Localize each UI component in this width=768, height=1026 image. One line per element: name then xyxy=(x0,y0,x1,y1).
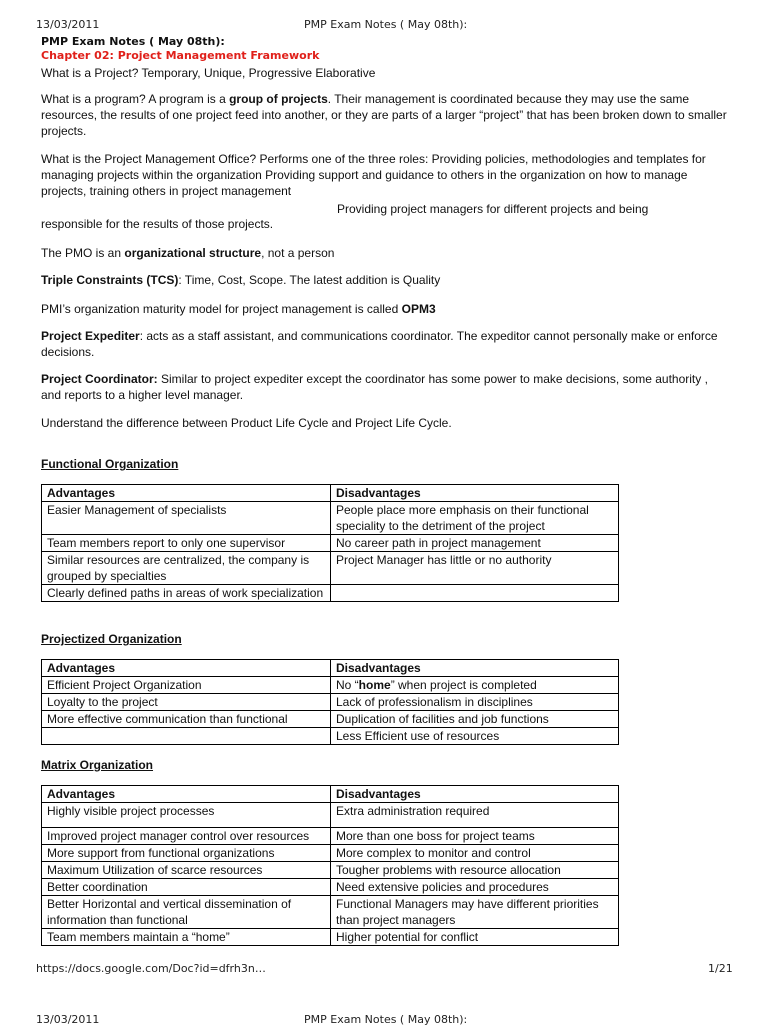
disadvantage-cell: People place more emphasis on their functional speciality to the detriment of the project xyxy=(331,502,619,535)
advantage-cell: Clearly defined paths in areas of work specialization xyxy=(42,585,331,602)
disadvantage-cell xyxy=(331,677,619,694)
expediter-text: : acts as a staff assistant, and communications coordinator. The expeditor cannot personally make or enforce decisions. xyxy=(41,329,718,359)
disadvantage-cell: Need extensive policies and procedures xyxy=(331,879,619,896)
table-row xyxy=(42,694,619,711)
advantage-cell: Highly visible project processes xyxy=(42,803,331,828)
program-text-pre: What is a program? A program is a xyxy=(41,92,230,106)
table-row xyxy=(42,896,619,929)
document-title: PMP Exam Notes ( May 08th): xyxy=(41,35,225,48)
disadvantage-cell: Higher potential for conflict xyxy=(331,929,619,946)
advantage-cell: Loyalty to the project xyxy=(42,694,331,711)
disadvantage-cell: Project Manager has little or no authority xyxy=(331,552,619,585)
cell-text-bold: home xyxy=(358,678,391,692)
program-text-post: . Their management is coordinated because they may use the same resources, the results of one project feed into another, or they are parts of a larger “project” that has been broken down to smaller projects. xyxy=(41,92,727,138)
expediter-paragraph xyxy=(41,328,731,360)
functional-heading: Functional Organization xyxy=(41,457,179,471)
disadvantage-cell: Lack of professionalism in disciplines xyxy=(331,694,619,711)
table-row xyxy=(42,585,619,602)
print-title: PMP Exam Notes ( May 08th): xyxy=(304,18,468,31)
advantages-header: Advantages xyxy=(42,660,331,677)
advantage-cell: Similar resources are centralized, the company is grouped by specialties xyxy=(42,552,331,585)
disadvantage-cell: Tougher problems with resource allocation xyxy=(331,862,619,879)
advantages-header: Advantages xyxy=(42,485,331,502)
program-paragraph xyxy=(41,91,731,139)
advantage-cell: Better coordination xyxy=(42,879,331,896)
projectized-heading: Projectized Organization xyxy=(41,632,182,646)
pmo-structure-bold: organizational structure xyxy=(124,246,262,260)
table-header-row xyxy=(42,786,619,803)
coordinator-bold: Project Coordinator: xyxy=(41,372,158,386)
advantage-cell: Better Horizontal and vertical dissemination of information than functional xyxy=(42,896,331,929)
tcs-bold-1: Triple Constraints ( xyxy=(41,273,151,287)
table-row xyxy=(42,879,619,896)
advantage-cell: Efficient Project Organization xyxy=(42,677,331,694)
lifecycle-line: Understand the difference between Product Life Cycle and Project Life Cycle. xyxy=(41,416,452,430)
advantage-cell: Easier Management of specialists xyxy=(42,502,331,535)
advantage-cell: More effective communication than functional xyxy=(42,711,331,728)
disadvantages-header: Disadvantages xyxy=(331,485,619,502)
chapter-title: Chapter 02: Project Management Framework xyxy=(41,49,320,62)
program-bold: group of projects xyxy=(229,92,328,106)
table-row xyxy=(42,862,619,879)
table-row xyxy=(42,845,619,862)
projectized-table xyxy=(41,659,619,745)
coordinator-paragraph xyxy=(41,371,731,403)
expediter-bold: Project Expediter xyxy=(41,329,140,343)
tcs-bold-3: ) xyxy=(174,273,179,287)
footer-url: https://docs.google.com/Doc?id=dfrh3n… xyxy=(36,962,266,975)
pmo-extra-role-cont: responsible for the results of those projects. xyxy=(41,217,274,231)
opm3-bold: OPM3 xyxy=(401,302,436,316)
pmo-structure-post: , not a person xyxy=(261,246,335,260)
table-header-row xyxy=(42,660,619,677)
disadvantage-cell: Functional Managers may have different priorities than project managers xyxy=(331,896,619,929)
triple-constraints xyxy=(41,272,731,288)
disadvantages-header: Disadvantages xyxy=(331,660,619,677)
page-number: 1/21 xyxy=(708,962,733,975)
opm3-pre: PMI’s organization maturity model for project management is called xyxy=(41,302,402,316)
table-row xyxy=(42,728,619,745)
advantages-header: Advantages xyxy=(42,786,331,803)
disadvantage-cell xyxy=(331,585,619,602)
table-header-row xyxy=(42,485,619,502)
opm3-line xyxy=(41,301,731,317)
functional-table xyxy=(41,484,619,602)
coordinator-text: Similar to project expediter except the coordinator has some power to make decisions, some authority , and reports to a higher level manager. xyxy=(41,372,708,402)
table-row xyxy=(42,535,619,552)
project-definition: What is a Project? Temporary, Unique, Progressive Elaborative xyxy=(41,66,376,80)
pmo-paragraph: What is the Project Management Office? Performs one of the three roles: Providing policies, methodologies and templates for managing projects within the organization Providing support and guidance to others in the organization on how to manage projects, training others in project management xyxy=(41,152,706,198)
next-page-title: PMP Exam Notes ( May 08th): xyxy=(304,1013,468,1026)
disadvantages-header: Disadvantages xyxy=(331,786,619,803)
table-row xyxy=(42,929,619,946)
table-row xyxy=(42,502,619,535)
table-row xyxy=(42,711,619,728)
disadvantage-cell: No career path in project management xyxy=(331,535,619,552)
disadvantage-cell: Less Efficient use of resources xyxy=(331,728,619,745)
cell-text-pre: No “ xyxy=(336,678,359,692)
table-row xyxy=(42,677,619,694)
advantage-cell: More support from functional organizations xyxy=(42,845,331,862)
disadvantage-cell: Extra administration required xyxy=(331,803,619,828)
next-page-date: 13/03/2011 xyxy=(36,1013,100,1026)
pmo-structure-pre: The PMO is an xyxy=(41,246,125,260)
advantage-cell: Team members maintain a “home” xyxy=(42,929,331,946)
table-row xyxy=(42,828,619,845)
advantage-cell xyxy=(42,728,331,745)
advantage-cell: Improved project manager control over resources xyxy=(42,828,331,845)
cell-text-post: ” when project is completed xyxy=(390,678,537,692)
advantage-cell: Team members report to only one supervisor xyxy=(42,535,331,552)
disadvantage-cell: More complex to monitor and control xyxy=(331,845,619,862)
pmo-structure xyxy=(41,245,731,261)
tcs-abbrev: TCS xyxy=(150,273,175,287)
advantage-cell: Maximum Utilization of scarce resources xyxy=(42,862,331,879)
disadvantage-cell: More than one boss for project teams xyxy=(331,828,619,845)
matrix-heading: Matrix Organization xyxy=(41,758,154,772)
disadvantage-cell: Duplication of facilities and job functions xyxy=(331,711,619,728)
pmo-extra-role: Providing project managers for different projects and being xyxy=(337,202,649,216)
matrix-table xyxy=(41,785,619,946)
table-row xyxy=(42,803,619,828)
table-row xyxy=(42,552,619,585)
print-date: 13/03/2011 xyxy=(36,18,100,31)
tcs-text: : Time, Cost, Scope. The latest addition is Quality xyxy=(178,273,441,287)
